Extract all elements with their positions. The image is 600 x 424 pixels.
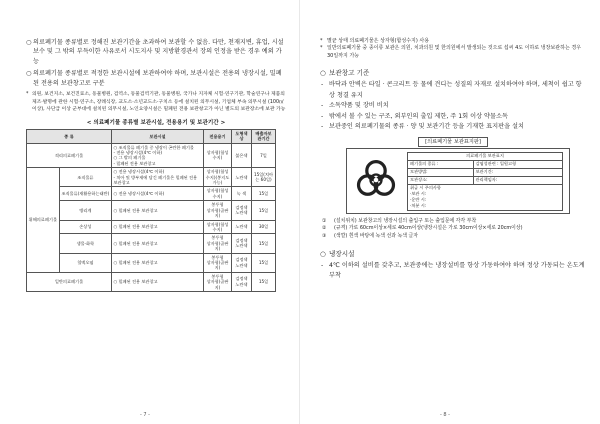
- cell-subcategory: 손상성: [59, 220, 111, 234]
- circle-bullet-icon: ○: [26, 70, 32, 78]
- biohazard-icon: [353, 157, 399, 203]
- cell-color: 검정색 노란색: [232, 253, 252, 272]
- cell-color: 붉은색: [232, 143, 252, 168]
- cell-color: 검정색 노란색: [232, 234, 252, 253]
- cell-color: 노란색: [232, 220, 252, 234]
- cell-facility: ○ 전용 냉장시설(4℃ 이하): [112, 187, 204, 201]
- cell-container: 봉투형 상자형(골판지): [204, 201, 232, 220]
- th-period: 배출자보관기간: [252, 129, 276, 143]
- asterisk-icon: *: [26, 92, 29, 98]
- cell-subcategory: 생물·화학: [59, 234, 111, 253]
- cell-color: 녹 색: [232, 187, 252, 201]
- th-type: 종 류: [27, 129, 112, 143]
- storage-sign: [346, 148, 570, 214]
- cell-facility: ○ 밀폐된 전용 보관창고: [112, 253, 204, 272]
- storage-item: - 보관중인 의료폐기물의 종류 · 양 및 보관기간 등을 기재한 표지판을 설치: [321, 123, 524, 131]
- cell-facility: ○ 조직물류 폐기물 중 냉장이 곤란한 폐기물 - 전용 냉장시설(4℃ 이하) ○ 그 밖의 폐기물 - 밀폐된 전용 보관창고: [112, 143, 204, 168]
- table-title: < 의료폐기물 종류별 보관시설, 전용용기 및 보관기간 >: [86, 119, 226, 126]
- circle-bullet-icon: ○: [320, 249, 326, 258]
- cell-color: 노란색: [232, 168, 252, 187]
- cell-container: 상자형(합성수지): [204, 143, 232, 168]
- cell-category: 격리의료폐기물: [27, 143, 112, 168]
- th-container: 전용용기: [204, 129, 232, 143]
- sign-cell: 취급 시 주의사항 ·보관 시: ·운반 시: ·처분 시:: [408, 184, 563, 210]
- cell-subcategory: 조직물류: [59, 168, 111, 187]
- sign-cell: 모관방법:: [408, 168, 474, 176]
- cell-period: 15일: [252, 201, 276, 220]
- cell-category: 일반의료폐기물: [27, 272, 112, 291]
- cell-period: 15일(치아는 60일): [252, 168, 276, 187]
- cell-subcategory: 혈액오염: [59, 253, 111, 272]
- sign-cell: 모관장소:: [408, 176, 474, 184]
- cell-color: 검정색 노란색: [232, 201, 252, 220]
- top-note: * 일반의료폐기물 중 종이류 보관은 의원, 치과의원 및 한의원에서 발생되는 것으로 섭씨 4도 이하로 냉장보관하는 경우 30일까지 가능: [320, 45, 582, 59]
- sign-cell: 감염성관련 : 입원고형: [473, 160, 562, 168]
- sign-cell: 관리책임자:: [473, 176, 562, 184]
- right-page: [300, 0, 600, 424]
- cell-period: 15일: [252, 272, 276, 291]
- th-color: 도형색상: [232, 129, 252, 143]
- cell-facility: ○ 전용 냉장시설(4℃ 이하) - 치아 및 방부제에 담긴 폐기물은 밀폐된 전용 보관창고: [112, 168, 204, 187]
- table-row: [27, 234, 276, 253]
- page-number: - 7 -: [140, 412, 150, 418]
- cell-period: 7일: [252, 143, 276, 168]
- th-facility: 보관시설: [112, 129, 204, 143]
- storage-item: - 소독약품 및 장비 비치: [321, 102, 389, 110]
- cell-period: 15일: [252, 187, 276, 201]
- table-row: [27, 187, 276, 201]
- bullet-storage-facility: ○ 의료폐기물 종류별로 적정한 보관시설에 보관하여야 하며, 보관시설은 전용의 냉장시설, 밀폐된 전용의 보관창고로 구분: [26, 70, 282, 87]
- circle-bullet-icon: ○: [26, 39, 32, 46]
- sign-table: [407, 152, 563, 211]
- fridge-item: - 4℃ 이하의 설비를 갖추고, 보관중에는 냉장설비를 항상 가동하여야 하며 정상 가동되는 온도계 부착: [321, 261, 585, 279]
- table-row: [27, 143, 276, 168]
- waste-storage-table: [26, 129, 276, 292]
- sign-footnote: ③ (색깔) 흰색 바탕에 녹색 선과 녹색 글자: [322, 232, 419, 239]
- sign-cell: 보관기간:: [473, 168, 562, 176]
- top-note: * 멸균 상태 의료폐기물은 상자형(합성수지) 사용: [320, 38, 430, 44]
- sign-title: 의료폐기물 보관표지: [408, 152, 563, 160]
- cell-container: 봉투형 상자형(골판지): [204, 253, 232, 272]
- table-row: [27, 201, 276, 220]
- table-row: [27, 220, 276, 234]
- sign-footnote: ① (설치위치) 보관창고의 냉장시설의 출입구 또는 출입문에 각각 부착: [322, 217, 477, 224]
- cell-container: 상자형(합성수지): [204, 220, 232, 234]
- cell-period: 15일: [252, 253, 276, 272]
- cell-period: 30일: [252, 220, 276, 234]
- facility-exception-note: * 의원, 보건지소, 보건진료소, 동물병원, 검역소, 동물검역기관, 동물병원, 국가나 지자체 시험·연구기관, 학술연구나 제품의 제조·발명에 관한 시험·연구소, 장례식장, 교도소·소년교도소·구치소 등에 설치된 의무시설, 기업체 부속 의무시설 (100㎡ 이상), 사단급 이상 군부대에 설치된 의무시설, 노인요양시설은 밀폐된 전용 보관창고가 아닌 별도의 보관장소에 보관 가능: [26, 92, 286, 113]
- cell-facility: ○ 밀폐된 전용 보관창고: [112, 201, 204, 220]
- table-row: [27, 253, 276, 272]
- circle-bullet-icon: ○: [320, 69, 326, 78]
- asterisk-icon: *: [320, 38, 323, 44]
- cell-color: 검정색 노란색: [232, 272, 252, 291]
- cell-facility: ○ 밀폐된 전용 보관창고: [112, 272, 204, 291]
- cell-container: 봉투형 상자형(골판지): [204, 272, 232, 291]
- bullet-storage-period: ○ 의료폐기물 종류별로 정해진 보관기간을 초과하여 보관할 수 없음. 다만, 천재지변, 휴업, 시설 보수 및 그 밖의 부득이한 사유로서 시도지사 및 지방환경관서 장의 인정을 받은 경우 예외 가능: [26, 39, 284, 65]
- cell-category: 위해의료폐기물: [27, 168, 60, 273]
- cell-facility: ○ 밀폐된 전용 보관창고: [112, 234, 204, 253]
- cell-container: 봉투형 상자형(골판지): [204, 234, 232, 253]
- cell-subcategory: 조직물류(재활용하는태반): [59, 187, 111, 201]
- asterisk-icon: *: [320, 45, 323, 52]
- table-row: [27, 272, 276, 291]
- fridge-heading: ○ 냉장시설: [320, 249, 355, 258]
- sign-footnote: ② (규격) 가로 60cm이상×세로 40cm이상(냉장시설은 가로 30cm이상×세로 20cm이상): [322, 225, 523, 232]
- storage-criteria-heading: ○ 보관창고 기준: [320, 69, 370, 78]
- page-number: - 8 -: [440, 412, 450, 418]
- cell-container: 상자형(합성수지)(봉지도 가능): [204, 168, 232, 187]
- sign-cell: 폐기물의 종류 :: [408, 160, 474, 168]
- cell-facility: ○ 밀폐된 전용 보관창고: [112, 220, 204, 234]
- cell-period: 15일: [252, 234, 276, 253]
- cell-subcategory: 병리계: [59, 201, 111, 220]
- storage-item: - 바닥과 안벽은 타일 · 콘크리트 등 물에 견디는 성질의 자재로 설치하여야 하며, 세척이 쉽고 항상 청결 유지: [321, 81, 582, 99]
- sign-box-label: [의료폐기물 보관표지판]: [320, 138, 586, 145]
- cell-container: 상자형(합성수지): [204, 187, 232, 201]
- table-row: [27, 168, 276, 187]
- storage-item: - 밖에서 볼 수 있는 구조, 외부인의 출입 제한, 주 1회 이상 약물소독: [321, 112, 508, 120]
